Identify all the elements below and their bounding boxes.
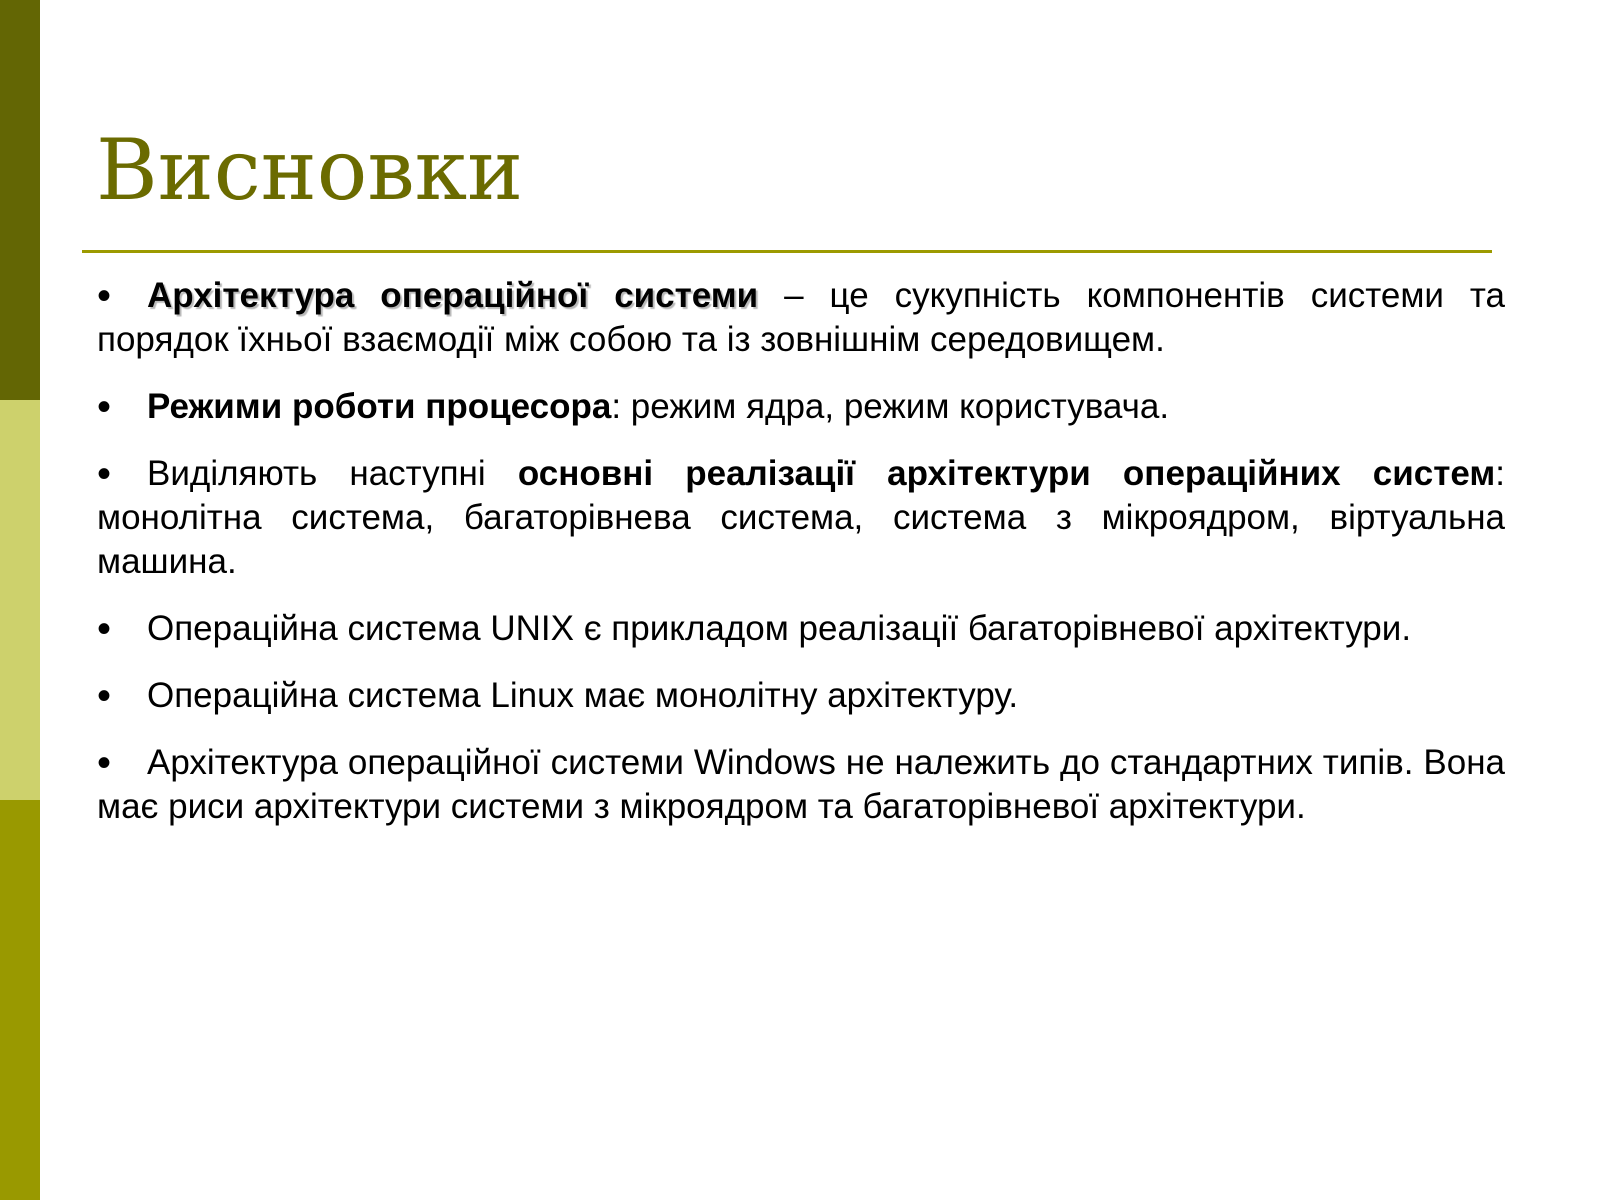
side-bar-dark-segment (0, 0, 40, 400)
bullet-list (97, 274, 1505, 852)
slide-title: Висновки (96, 121, 524, 219)
bullet-icon: • (97, 741, 112, 785)
bullet-prefix: Виділяють наступні (147, 454, 518, 493)
bullet-icon: • (97, 452, 112, 496)
bullet-text: Операційна система UNIX є прикладом реалізації багаторівневої архітектури. (147, 609, 1412, 648)
bullet-icon: • (97, 385, 112, 429)
bullet-text: – це сукупність компонентів системи та порядок їхньої взаємодії між собою та із зовнішнім середовищем. (97, 276, 1506, 359)
bullet-text: : режим ядра, режим користувача. (611, 387, 1170, 426)
bullet-item-windows (97, 741, 1505, 829)
bullet-icon: • (97, 607, 112, 651)
bullet-item-architecture-definition (97, 274, 1505, 362)
bullet-text: : монолітна система, багаторівнева система, система з мікроядром, віртуальна машина. (97, 454, 1506, 581)
bullet-term: Архітектура операційної системи (147, 276, 759, 315)
bullet-item-architecture-implementations (97, 452, 1505, 584)
bullet-text: Архітектура операційної системи Windows не належить до стандартних типів. Вона має риси архітектури системи з мікроядром та багаторівневої архітектури. (97, 743, 1505, 826)
bullet-item-processor-modes (97, 385, 1505, 429)
bullet-item-unix (97, 607, 1505, 651)
side-bar-olive-segment (0, 800, 40, 1200)
bullet-icon: • (97, 274, 112, 318)
bullet-term: Режими роботи процесора (147, 387, 612, 426)
bullet-text: Операційна система Linux має монолітну архітектуру. (147, 676, 1019, 715)
bullet-term: основні реалізації архітектури операційних систем (517, 454, 1496, 493)
title-underline (82, 250, 1492, 253)
bullet-item-linux (97, 674, 1505, 718)
bullet-icon: • (97, 674, 112, 718)
side-bar-light-segment (0, 400, 40, 800)
